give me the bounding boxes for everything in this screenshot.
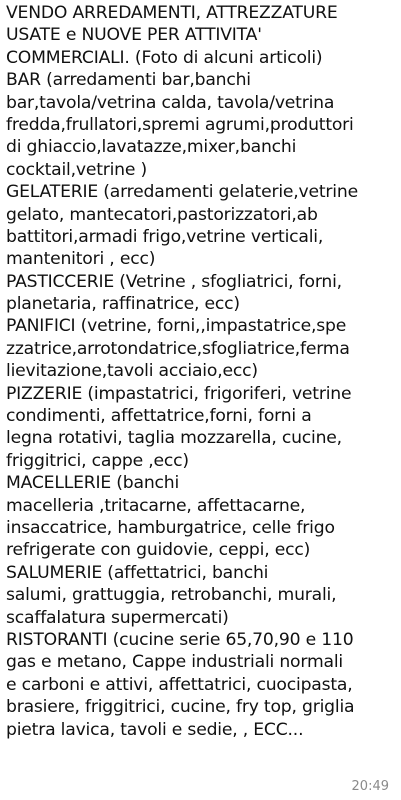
message-line: mantenitori , ecc): [6, 249, 156, 270]
message-line: pietra lavica, tavoli e sedie, , ECC...: [6, 719, 304, 740]
message-line: battitori,armadi frigo,vetrine verticali,: [6, 226, 324, 247]
message-line: cocktail,vetrine ): [6, 159, 148, 180]
message-line: BAR (arredamenti bar,banchi: [6, 70, 251, 91]
message-line: GELATERIE (arredamenti gelaterie,vetrine: [6, 182, 358, 203]
message-line: refrigerate con guidovie, ceppi, ecc): [6, 540, 311, 561]
message-line: zzatrice,arrotondatrice,sfogliatrice,ferma: [6, 338, 350, 359]
message-line: fredda,frullatori,spremi agrumi,produttori: [6, 114, 354, 135]
message-line: insaccatrice, hamburgatrice, celle frigo: [6, 517, 335, 538]
message-line: macelleria ,tritacarne, affettacarne,: [6, 495, 306, 516]
message-line: gas e metano, Cappe industriali normali: [6, 652, 343, 673]
message-line: USATE e NUOVE PER ATTIVITA': [6, 25, 262, 46]
message-line: salumi, grattuggia, retrobanchi, murali,: [6, 585, 337, 606]
message-line: RISTORANTI (cucine serie 65,70,90 e 110: [6, 629, 354, 650]
message-line: PANIFICI (vetrine, forni,,impastatrice,spe: [6, 316, 347, 337]
message-line: brasiere, friggitrici, cucine, fry top, griglia: [6, 697, 355, 718]
message-line: MACELLERIE (banchi: [6, 473, 180, 494]
message-line: di ghiaccio,lavatazze,mixer,banchi: [6, 137, 297, 158]
message-line: gelato, mantecatori,pastorizzatori,ab: [6, 204, 318, 225]
message-line: VENDO ARREDAMENTI, ATTREZZATURE: [6, 3, 338, 23]
message-line: PIZZERIE (impastatrici, frigoriferi, vetrine: [6, 383, 352, 404]
message-line: e carboni e attivi, affettatrici, cuocipasta,: [6, 674, 353, 695]
message-line: PASTICCERIE (Vetrine , sfogliatrici, forni,: [6, 271, 342, 292]
message-line: legna rotativi, taglia mozzarella, cucine,: [6, 428, 342, 449]
message-line: bar,tavola/vetrina calda, tavola/vetrina: [6, 92, 335, 113]
message-text: [6, 2, 395, 741]
message-line: scaffalatura supermercati): [6, 607, 229, 628]
message-line: condimenti, affettatrice,forni, forni a: [6, 406, 312, 427]
message-line: lievitazione,tavoli acciaio,ecc): [6, 361, 258, 382]
message-line: COMMERCIALI. (Foto di alcuni articoli): [6, 47, 323, 68]
message-timestamp: 20:49: [351, 779, 389, 794]
message-line: friggitrici, cappe ,ecc): [6, 450, 189, 471]
message-line: planetaria, raffinatrice, ecc): [6, 294, 240, 315]
message-line: SALUMERIE (affettatrici, banchi: [6, 562, 269, 583]
